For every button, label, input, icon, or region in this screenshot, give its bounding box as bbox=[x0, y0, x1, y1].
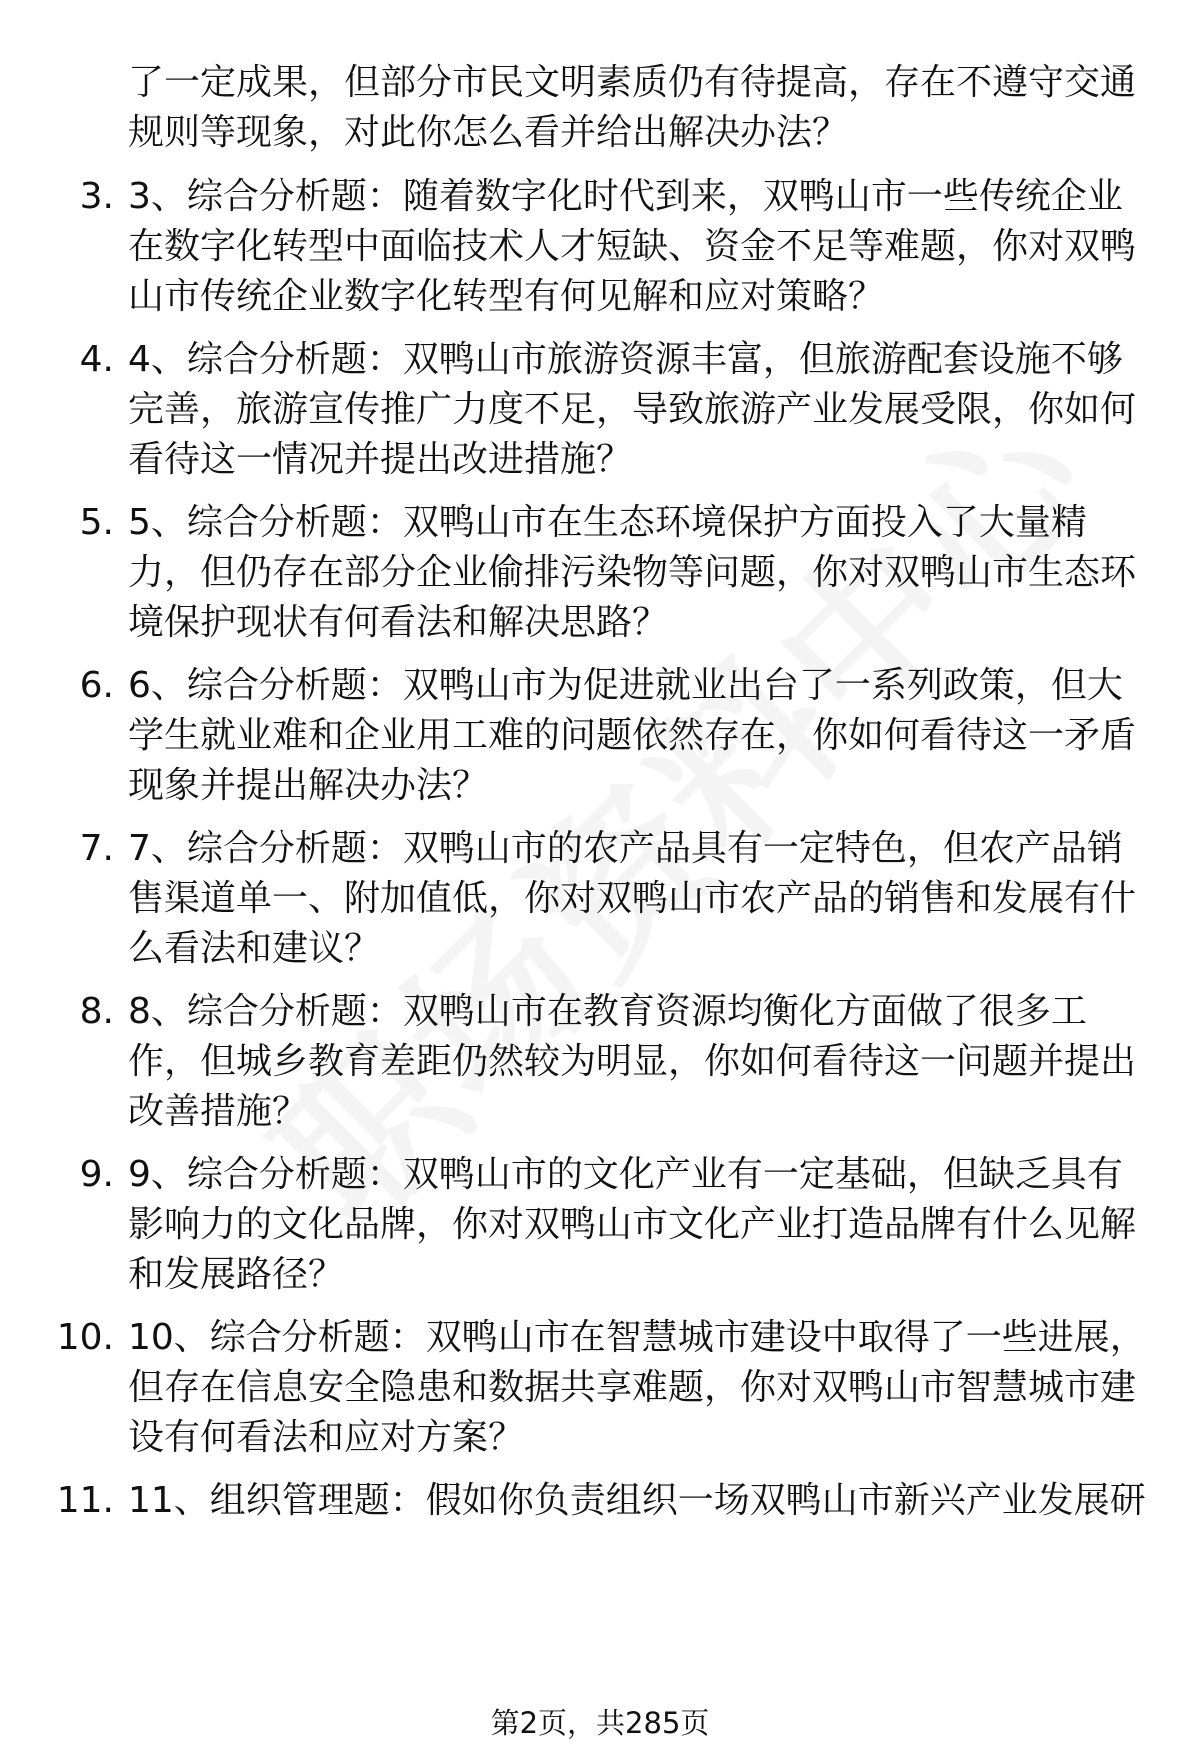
question-text: 8、综合分析题：双鸭山市在教育资源均衡化方面做了很多工作，但城乡教育差距仍然较为明显，你如何看待这一问题并提出改善措施？ bbox=[128, 991, 1137, 1132]
item-number: 3. bbox=[79, 176, 114, 217]
question-text: 3、综合分析题：随着数字化时代到来，双鸭山市一些传统企业在数字化转型中面临技术人才短缺、资金不足等难题，你对双鸭山市传统企业数字化转型有何见解和应对策略？ bbox=[128, 176, 1137, 317]
item-number: 4. bbox=[79, 339, 114, 380]
question-text: 6、综合分析题：双鸭山市为促进就业出台了一系列政策，但大学生就业难和企业用工难的问题依然存在，你如何看待这一矛盾现象并提出解决办法？ bbox=[128, 665, 1137, 806]
question-text: 4、综合分析题：双鸭山市旅游资源丰富，但旅游配套设施不够完善，旅游宣传推广力度不足，导致旅游产业发展受限，你如何看待这一情况并提出改进措施？ bbox=[128, 339, 1137, 480]
item-number: 7. bbox=[79, 828, 114, 869]
item-number: 11. bbox=[56, 1480, 114, 1521]
item-number: 6. bbox=[79, 665, 114, 706]
item-number: 10. bbox=[56, 1317, 114, 1358]
question-text: 7、综合分析题：双鸭山市的农产品具有一定特色，但农产品销售渠道单一、附加值低，你对双鸭山市农产品的销售和发展有什么看法和建议？ bbox=[128, 828, 1137, 969]
page-footer: 第2页，共285页 bbox=[490, 1706, 710, 1740]
item-number: 8. bbox=[79, 991, 114, 1032]
question-text: 5、综合分析题：双鸭山市在生态环境保护方面投入了大量精力，但仍存在部分企业偷排污染物等问题，你对双鸭山市生态环境保护现状有何看法和解决思路？ bbox=[128, 502, 1137, 643]
item-number: 9. bbox=[79, 1154, 114, 1195]
question-text: 10、综合分析题：双鸭山市在智慧城市建设中取得了一些进展，但存在信息安全隐患和数据共享难题，你对双鸭山市智慧城市建设有何看法和应对方案？ bbox=[128, 1317, 1146, 1458]
item-number: 5. bbox=[79, 502, 114, 543]
continued-question-text: 了一定成果，但部分市民文明素质仍有待提高，存在不遵守交通规则等现象，对此你怎么看并给出解决办法？ bbox=[128, 62, 1137, 153]
question-text: 9、综合分析题：双鸭山市的文化产业有一定基础，但缺乏具有影响力的文化品牌，你对双鸭山市文化产业打造品牌有什么见解和发展路径？ bbox=[128, 1154, 1137, 1295]
question-text: 11、组织管理题：假如你负责组织一场双鸭山市新兴产业发展研 bbox=[128, 1480, 1146, 1521]
